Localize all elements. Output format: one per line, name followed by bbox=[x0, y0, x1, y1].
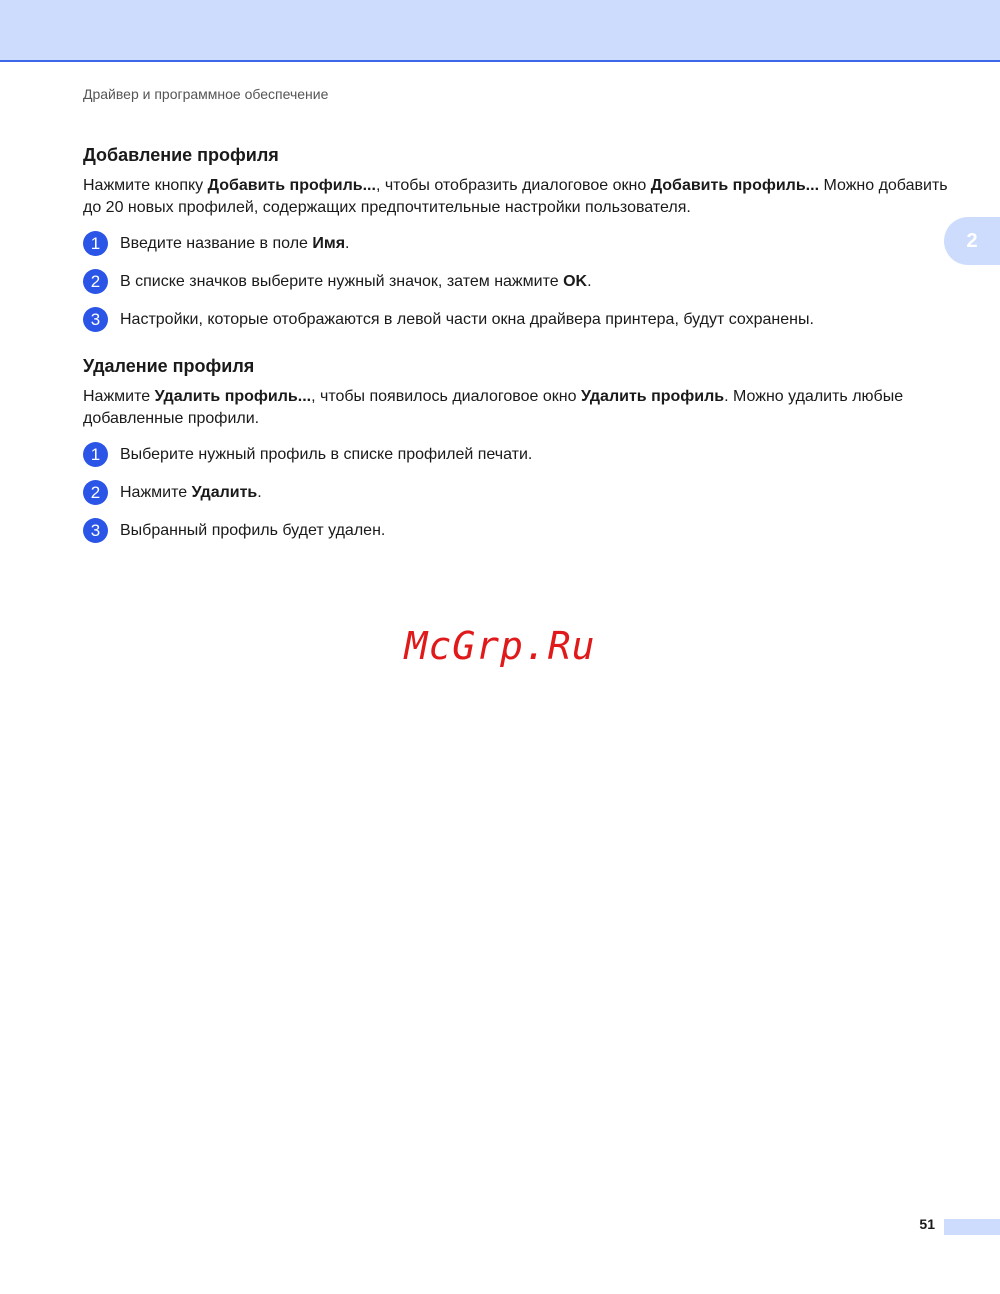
top-band bbox=[0, 0, 1000, 62]
add-profile-intro bbox=[83, 175, 953, 219]
intro-bold: Удалить профиль... bbox=[154, 388, 312, 405]
page-number: 51 bbox=[919, 1216, 935, 1232]
intro-bold: Удалить профиль bbox=[580, 388, 725, 405]
step-text-plain: В списке значков выберите нужный значок, затем нажмите bbox=[120, 272, 564, 290]
intro-bold: Добавить профиль... bbox=[207, 177, 376, 194]
step-text-tail: . bbox=[587, 272, 592, 290]
step-number-icon: 3 bbox=[83, 518, 108, 543]
step-text: Выбранный профиль будет удален. bbox=[120, 521, 386, 539]
step-number-icon: 2 bbox=[83, 480, 108, 505]
watermark: McGrp.Ru bbox=[404, 624, 596, 668]
step-text-bold: OK bbox=[563, 272, 588, 290]
step-text-plain: Введите название в поле bbox=[120, 234, 313, 252]
step-number-icon: 1 bbox=[83, 442, 108, 467]
intro-bold: Добавить профиль... bbox=[650, 177, 820, 194]
add-step-2 bbox=[83, 269, 592, 294]
intro-text: Нажмите кнопку bbox=[83, 177, 208, 194]
section-title-delete-profile: Удаление профиля bbox=[83, 356, 255, 376]
page-number-bar bbox=[944, 1219, 1000, 1235]
step-number-icon: 3 bbox=[83, 307, 108, 332]
step-text-tail: . bbox=[345, 234, 350, 252]
step-text-tail: . bbox=[257, 483, 262, 501]
step-text: Настройки, которые отображаются в левой части окна драйвера принтера, будут сохранены. bbox=[120, 310, 814, 328]
delete-step-1 bbox=[83, 442, 532, 467]
step-text-plain: Нажмите bbox=[120, 483, 192, 501]
intro-text: Можно добавить до 20 новых профилей, содержащих предпочтительные настройки пользователя. bbox=[83, 177, 948, 216]
delete-step-2 bbox=[83, 480, 262, 505]
intro-text: Нажмите bbox=[83, 388, 155, 405]
step-text-bold: Удалить bbox=[191, 483, 258, 501]
intro-text: , чтобы отобразить диалоговое окно bbox=[375, 177, 651, 194]
chapter-tab: 2 bbox=[944, 217, 1000, 265]
intro-text: . Можно удалить любые добавленные профили. bbox=[83, 388, 904, 427]
delete-profile-intro bbox=[83, 386, 953, 430]
step-number-icon: 2 bbox=[83, 269, 108, 294]
add-step-3 bbox=[83, 307, 814, 332]
delete-step-3 bbox=[83, 518, 385, 543]
section-title-add-profile: Добавление профиля bbox=[83, 145, 279, 165]
running-header: Драйвер и программное обеспечение bbox=[83, 86, 329, 102]
step-text: Выберите нужный профиль в списке профилей печати. bbox=[120, 445, 533, 463]
step-text bbox=[120, 271, 592, 293]
add-step-1 bbox=[83, 231, 350, 256]
step-text-bold: Имя bbox=[312, 234, 346, 252]
intro-text: , чтобы появилось диалоговое окно bbox=[311, 388, 581, 405]
step-text bbox=[120, 482, 262, 504]
step-number-icon: 1 bbox=[83, 231, 108, 256]
step-text bbox=[120, 233, 350, 255]
